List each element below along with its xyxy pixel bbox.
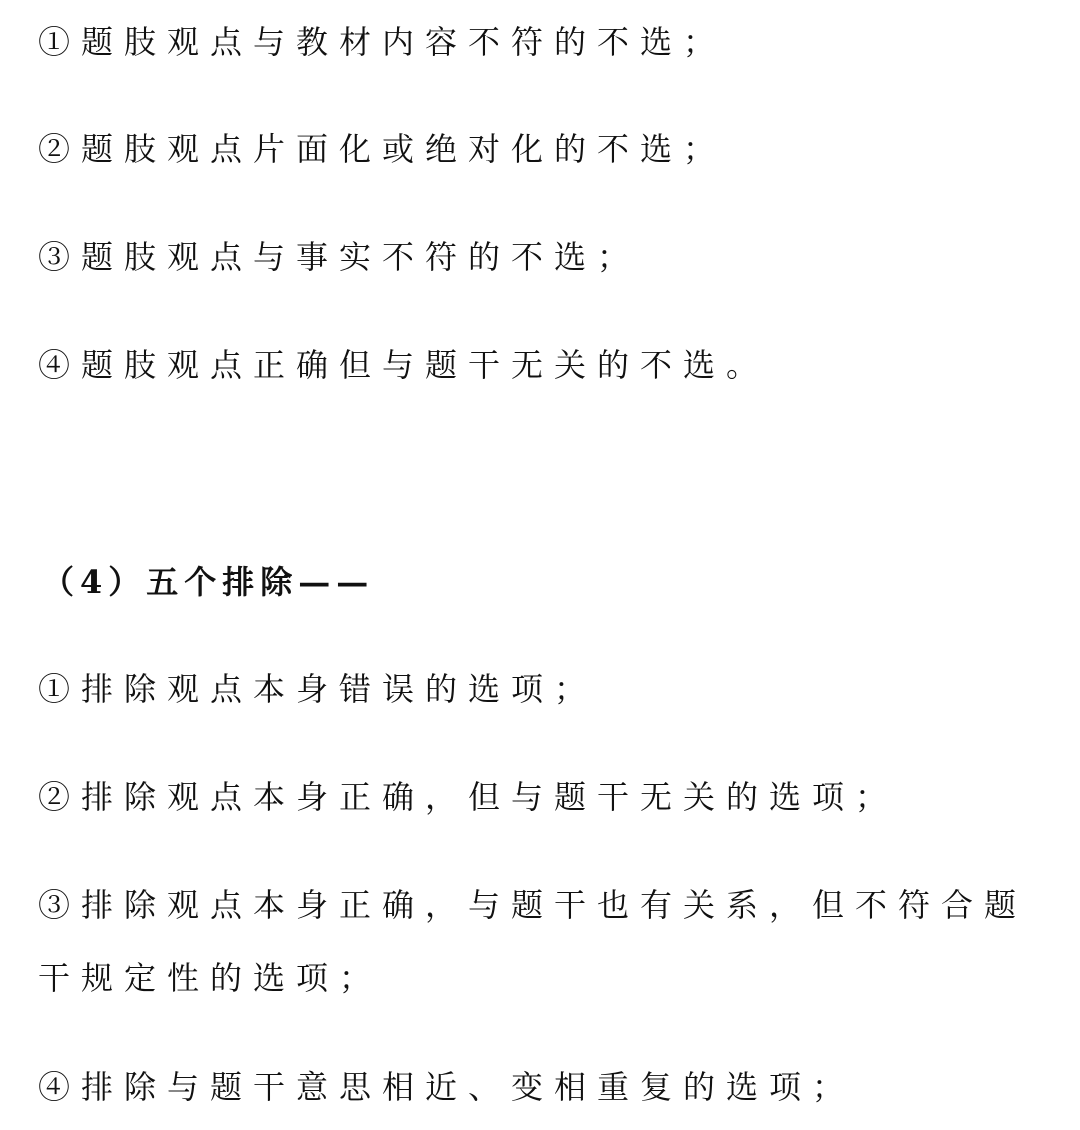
exclusion-item-1: ①排除观点本身错误的选项； [38,670,598,708]
rule-item-2: ②题肢观点片面化或绝对化的不选； [38,130,727,168]
rule-item-3: ③题肢观点与事实不符的不选； [38,238,641,276]
section-heading: （4）五个排除—— [42,563,375,601]
exclusion-item-2: ②排除观点本身正确，但与题干无关的选项； [38,778,899,816]
exclusion-item-3: ③排除观点本身正确，与题干也有关系，但不符合题 [38,886,1028,924]
rule-item-4: ④题肢观点正确但与题干无关的不选。 [38,346,770,384]
exclusion-item-4: ④排除与题干意思相近、变相重复的选项； [38,1068,856,1106]
exclusion-item-3-continued: 干规定性的选项； [38,959,383,997]
rule-item-1: ①题肢观点与教材内容不符的不选； [38,23,727,61]
